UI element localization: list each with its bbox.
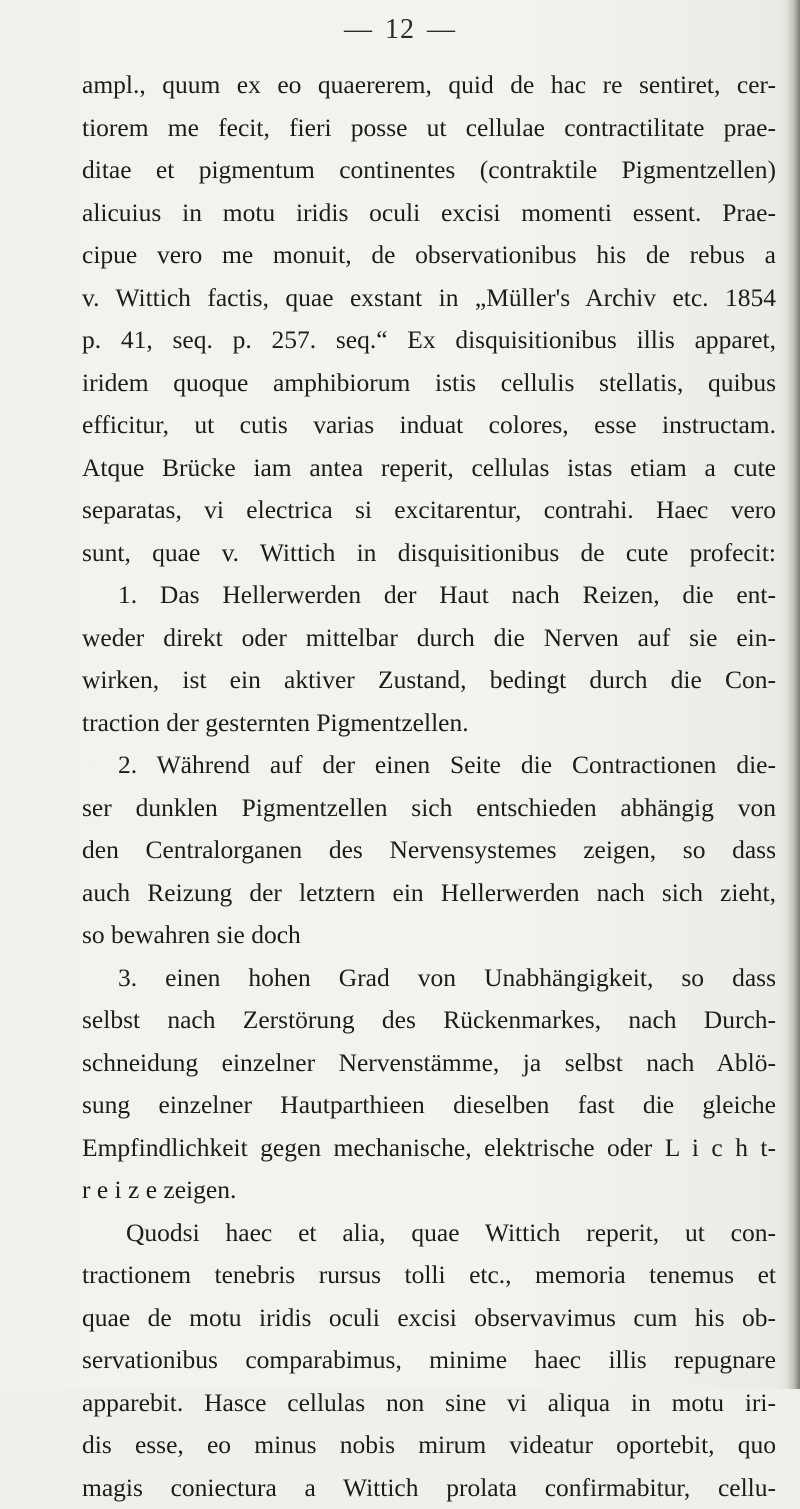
text-line: apparebit. Hasce cellulas non sine vi aliqua in motu iri- [82, 1382, 776, 1425]
text-line: alicuius in motu iridis oculi excisi momenti essent. Prae- [82, 192, 776, 235]
text-line: r e i z e zeigen. [82, 1169, 776, 1212]
text-line: wirken, ist ein aktiver Zustand, bedingt durch die Con- [82, 659, 776, 702]
page-number-dash-left: — [344, 14, 373, 46]
text-line: schneidung einzelner Nervenstämme, ja selbst nach Ablö- [82, 1042, 776, 1085]
text-line: ditae et pigmentum continentes (contraktile Pigmentzellen) [82, 149, 776, 192]
text-line: magis coniectura a Wittich prolata confirmabitur, cellu- [82, 1467, 776, 1509]
paragraph-start-line: Quodsi haec et alia, quae Wittich reperit, ut con- [82, 1212, 776, 1255]
text-line: ampl., quum ex eo quaererem, quid de hac re sentiret, cer- [82, 64, 776, 107]
text-line: traction der gesternten Pigmentzellen. [82, 702, 776, 745]
text-line: Atque Brücke iam antea reperit, cellulas istas etiam a cute [82, 447, 776, 490]
page-number: 12 [385, 14, 415, 45]
text-line: den Centralorganen des Nervensystemes zeigen, so dass [82, 829, 776, 872]
text-line: selbst nach Zerstörung des Rückenmarkes, nach Durch- [82, 999, 776, 1042]
text-line: efficitur, ut cutis varias induat colores, esse instructam. [82, 404, 776, 447]
text-line: p. 41, seq. p. 257. seq.“ Ex disquisitionibus illis apparet, [82, 319, 776, 362]
text-line: v. Wittich factis, quae exstant in „Müller's Archiv etc. 1854 [82, 277, 776, 320]
text-line: servationibus comparabimus, minime haec illis repugnare [82, 1339, 776, 1382]
text-line: sung einzelner Hautparthieen dieselben fast die gleiche [82, 1084, 776, 1127]
text-line: dis esse, eo minus nobis mirum videatur oportebit, quo [82, 1424, 776, 1467]
body-text [82, 64, 776, 1509]
text-line: auch Reizung der letztern ein Hellerwerden nach sich zieht, [82, 872, 776, 915]
text-line: tractionem tenebris rursus tolli etc., memoria tenemus et [82, 1254, 776, 1297]
list-item-1-line: 1. Das Hellerwerden der Haut nach Reizen, die ent- [82, 574, 776, 617]
text-line: so bewahren sie doch [82, 914, 776, 957]
text-line: separatas, vi electrica si excitarentur, contrahi. Haec vero [82, 489, 776, 532]
text-line: tiorem me fecit, fieri posse ut cellulae contractilitate prae- [82, 107, 776, 150]
text-line: iridem quoque amphibiorum istis cellulis stellatis, quibus [82, 362, 776, 405]
list-item-2-line: 2. Während auf der einen Seite die Contractionen die- [82, 744, 776, 787]
text-line: Empfindlichkeit gegen mechanische, elektrische oder L i c h t- [82, 1127, 776, 1170]
text-line: sunt, quae v. Wittich in disquisitionibus de cute profecit: [82, 532, 776, 575]
text-line: weder direkt oder mittelbar durch die Nerven auf sie ein- [82, 617, 776, 660]
page-number-header [0, 14, 800, 46]
text-line: cipue vero me monuit, de observationibus his de rebus a [82, 234, 776, 277]
text-line: ser dunklen Pigmentzellen sich entschieden abhängig von [82, 787, 776, 830]
page-number-dash-right: — [427, 14, 456, 46]
text-line: quae de motu iridis oculi excisi observavimus cum his ob- [82, 1297, 776, 1340]
list-item-3-line: 3. einen hohen Grad von Unabhängigkeit, so dass [82, 957, 776, 1000]
page-edge-shadow [786, 0, 800, 1389]
